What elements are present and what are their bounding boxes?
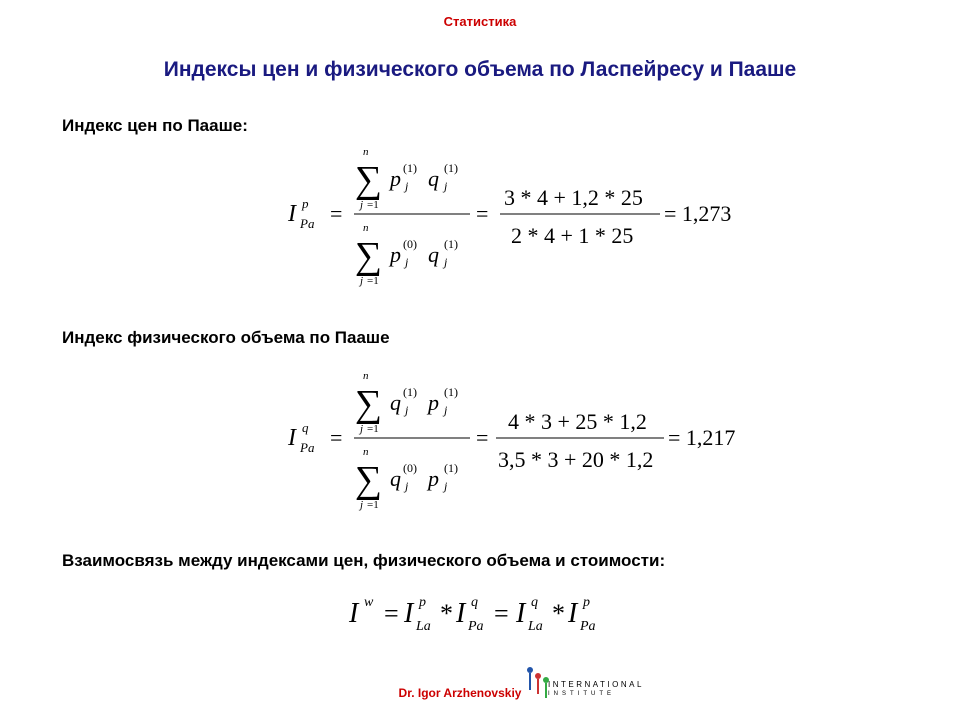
- svg-text:(1): (1): [403, 385, 417, 399]
- svg-text:(1): (1): [403, 161, 417, 175]
- heading-price-index-paasche: Индекс цен по Пааше:: [62, 116, 248, 135]
- svg-text:I: I: [288, 201, 296, 227]
- svg-text:*: *: [552, 599, 565, 628]
- price-numerator: 3 * 4 + 1,2 * 25: [504, 185, 643, 210]
- svg-text:q: q: [390, 466, 401, 491]
- svg-text:La: La: [416, 619, 431, 634]
- svg-text:=1: =1: [367, 423, 379, 435]
- svg-text:(0): (0): [403, 237, 417, 251]
- svg-text:=1: =1: [367, 199, 379, 211]
- svg-text:I: I: [404, 598, 414, 629]
- svg-text:q: q: [390, 390, 401, 415]
- svg-text:=: =: [476, 201, 489, 226]
- svg-text:Pa: Pa: [300, 440, 315, 455]
- svg-text:p: p: [390, 242, 401, 267]
- svg-text:n: n: [363, 370, 369, 382]
- svg-text:I: I: [568, 598, 578, 629]
- svg-text:j: j: [444, 403, 448, 417]
- svg-text:I: I: [516, 598, 526, 629]
- svg-text:∑: ∑: [355, 235, 383, 277]
- svg-text:p: p: [302, 196, 309, 211]
- price-result: = 1,273: [664, 201, 732, 226]
- svg-text:=: =: [476, 425, 489, 450]
- svg-text:(0): (0): [403, 461, 417, 475]
- svg-text:p: p: [419, 595, 426, 610]
- volume-result: = 1,217: [668, 425, 736, 450]
- volume-denominator: 3,5 * 3 + 20 * 1,2: [498, 447, 654, 472]
- institute-logo-icon: [522, 660, 644, 704]
- svg-text:∑: ∑: [355, 459, 383, 501]
- volume-numerator: 4 * 3 + 25 * 1,2: [508, 409, 647, 434]
- svg-text:=: =: [494, 599, 509, 628]
- svg-text:Pa: Pa: [468, 619, 484, 634]
- page-title: Индексы цен и физического объема по Ласпейресу и Пааше: [163, 58, 797, 81]
- svg-text:=: =: [384, 599, 399, 628]
- svg-text:j: j: [360, 275, 364, 287]
- heading-index-relationship: Взаимосвязь между индексами цен, физического объема и стоимости:: [62, 551, 666, 570]
- svg-text:*: *: [440, 599, 453, 628]
- svg-text:Pa: Pa: [300, 216, 315, 231]
- svg-text:q: q: [531, 595, 538, 610]
- svg-text:=1: =1: [367, 499, 379, 511]
- svg-text:I: I: [456, 598, 466, 629]
- svg-text:=: =: [330, 201, 343, 226]
- svg-text:p: p: [428, 466, 439, 491]
- svg-text:(1): (1): [444, 237, 458, 251]
- logo-line1: INTERNATIONAL: [548, 680, 644, 689]
- svg-text:j: j: [360, 499, 364, 511]
- svg-text:La: La: [528, 619, 543, 634]
- svg-text:∑: ∑: [355, 383, 383, 425]
- logo-line2: INSTITUTE: [548, 691, 615, 697]
- svg-text:p: p: [428, 390, 439, 415]
- svg-text:I: I: [349, 598, 359, 629]
- svg-text:j: j: [405, 179, 409, 193]
- institute-logo: [522, 660, 644, 704]
- svg-text:q: q: [471, 595, 478, 610]
- footer-author: Dr. Igor Arzhenovskiy: [398, 686, 522, 700]
- svg-text:q: q: [428, 242, 439, 267]
- svg-text:j: j: [360, 199, 364, 211]
- svg-text:w: w: [364, 595, 374, 610]
- heading-volume-index-paasche: Индекс физического объема по Пааше: [62, 328, 390, 347]
- svg-text:=1: =1: [367, 275, 379, 287]
- svg-text:I: I: [288, 425, 296, 451]
- svg-text:q: q: [302, 420, 309, 435]
- svg-text:(1): (1): [444, 385, 458, 399]
- svg-text:j: j: [405, 403, 409, 417]
- svg-text:j: j: [360, 423, 364, 435]
- svg-text:(1): (1): [444, 461, 458, 475]
- svg-text:p: p: [390, 166, 401, 191]
- svg-text:n: n: [363, 146, 369, 158]
- svg-text:(1): (1): [444, 161, 458, 175]
- svg-text:j: j: [444, 479, 448, 493]
- svg-text:j: j: [444, 179, 448, 193]
- svg-text:p: p: [583, 595, 590, 610]
- svg-text:j: j: [405, 479, 409, 493]
- svg-text:j: j: [405, 255, 409, 269]
- svg-text:q: q: [428, 166, 439, 191]
- svg-text:∑: ∑: [355, 159, 383, 201]
- svg-text:Pa: Pa: [580, 619, 596, 634]
- svg-text:n: n: [363, 222, 369, 234]
- svg-text:j: j: [444, 255, 448, 269]
- header-subject: Статистика: [443, 14, 517, 29]
- svg-text:=: =: [330, 425, 343, 450]
- svg-text:n: n: [363, 446, 369, 458]
- price-denominator: 2 * 4 + 1 * 25: [511, 223, 634, 248]
